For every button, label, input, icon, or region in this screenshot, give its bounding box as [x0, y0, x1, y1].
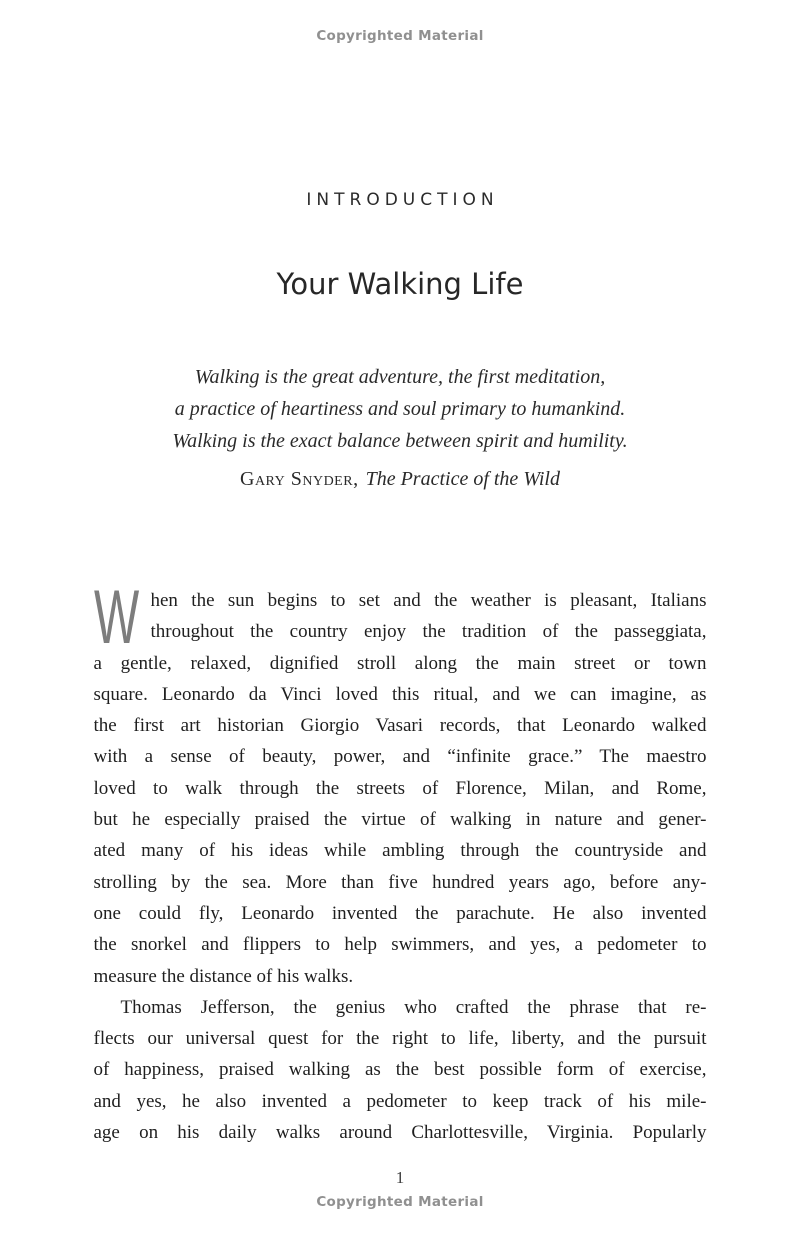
text-line: square. Leonardo da Vinci loved this ritual, and we can imagine, as [93, 683, 707, 705]
epigraph [94, 361, 707, 491]
epigraph-line: Walking is the exact balance between spirit and humility. [172, 430, 628, 452]
epigraph-work: The Practice of the Wild [365, 468, 560, 490]
chapter-title: Your Walking Life [276, 267, 524, 301]
text-line: age on his daily walks around Charlottesville, Virginia. Popularly [93, 1122, 707, 1144]
paragraph-2 [94, 992, 707, 1148]
epigraph-author: Gary Snyder, [240, 468, 359, 490]
text-line: loved to walk through the streets of Florence, Milan, and Rome, [93, 777, 707, 799]
drop-cap [93, 575, 142, 660]
epigraph-attribution [94, 467, 707, 491]
epigraph-line: Walking is the great adventure, the first meditation, [194, 366, 606, 388]
page-content [94, 190, 707, 1210]
text-line: one could fly, Leonardo invented the parachute. He also invented [93, 902, 707, 924]
text-line: Thomas Jefferson, the genius who crafted the phrase that re- [120, 996, 707, 1018]
body-text [93, 575, 707, 1148]
text-line: but he especially praised the virtue of walking in nature and gener- [93, 809, 707, 831]
paragraph-1 [93, 575, 707, 992]
text-line: hen the sun begins to set and the weather is pleasant, Italians [150, 590, 707, 611]
copyright-notice-bottom: Copyrighted Material [316, 1194, 484, 1211]
text-line: the first art historian Giorgio Vasari records, that Leonardo walked [93, 715, 707, 737]
copyright-notice-top: Copyrighted Material [316, 28, 484, 44]
chapter-kicker: INTRODUCTION [306, 190, 499, 210]
text-line: the snorkel and flippers to help swimmers, and yes, a pedometer to [93, 934, 707, 956]
epigraph-line: a practice of heartiness and soul primary to humankind. [174, 398, 626, 420]
text-line: ated many of his ideas while ambling through the countryside and [93, 840, 707, 862]
text-line: and yes, he also invented a pedometer to keep track of his mile- [93, 1090, 707, 1112]
text-line: measure the distance of his walks. [93, 965, 354, 987]
text-line: a gentle, relaxed, dignified stroll along the main street or town [93, 652, 707, 674]
text-line: strolling by the sea. More than five hundred years ago, before any- [93, 871, 707, 893]
text-line: of happiness, praised walking as the best possible form of exercise, [93, 1059, 707, 1081]
text-line: flects our universal quest for the right to life, liberty, and the pursuit [93, 1028, 707, 1050]
epigraph-lines [94, 361, 707, 457]
text-line: with a sense of beauty, power, and “infinite grace.” The maestro [93, 746, 707, 768]
drop-cap-letter: W [93, 575, 139, 660]
text-line: throughout the country enjoy the tradition of the passeggiata, [150, 621, 707, 643]
page-number: 1 [395, 1168, 405, 1188]
